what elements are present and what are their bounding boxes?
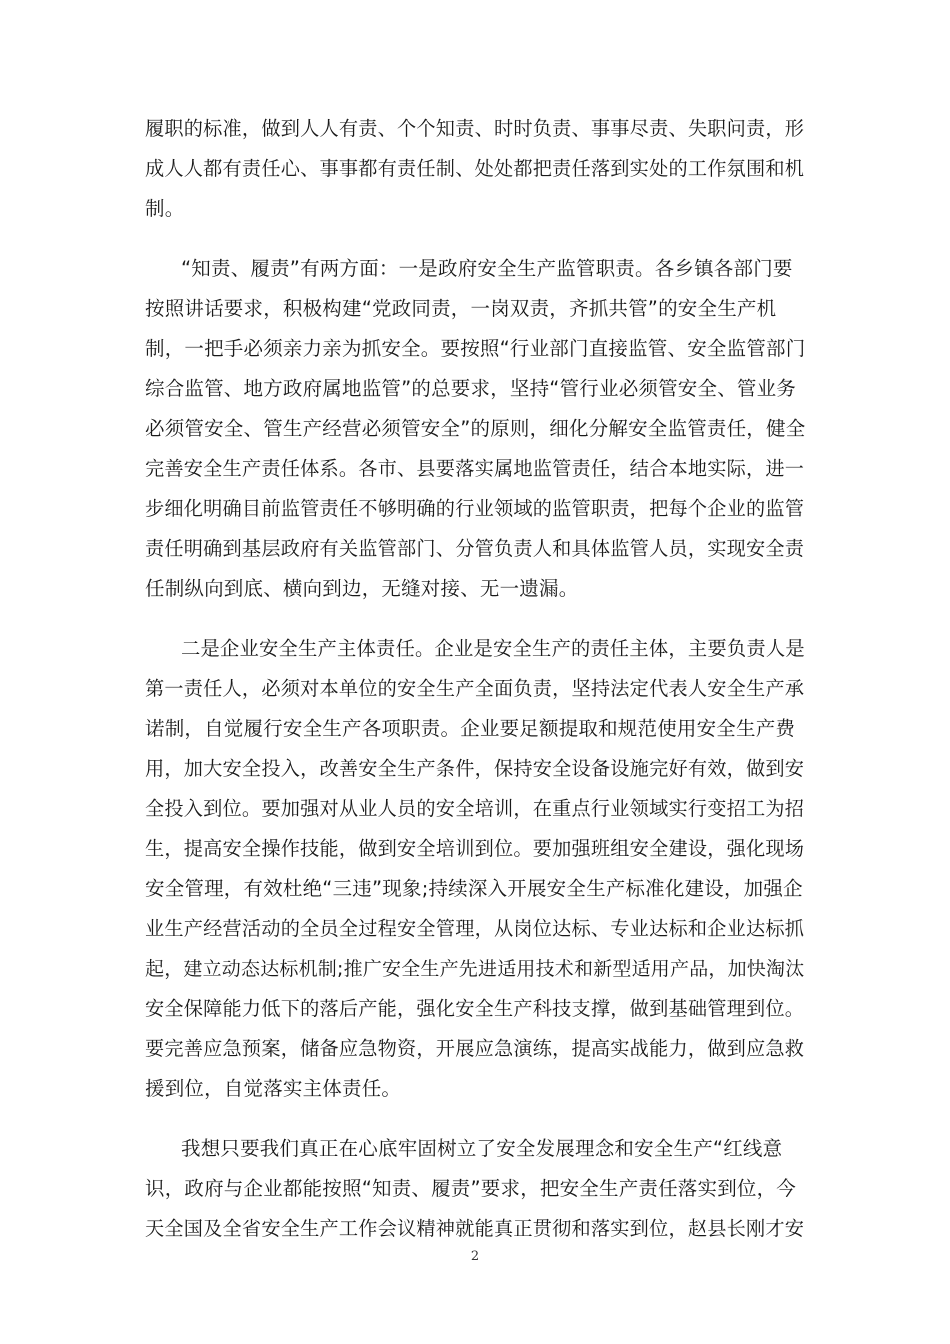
text-line: 责任明确到基层政府有关监管部门、分管负责人和具体监管人员，实现安全责 [145,537,805,560]
text-line: 制，一把手必须亲力亲为抓安全。要按照“行业部门直接监管、安全监管部门 [145,337,806,360]
text-line: 任制纵向到底、横向到边，无缝对接、无一遗漏。 [145,577,579,600]
text-line: 必须管安全、管生产经营必须管安全”的原则，细化分解安全监管责任，健全 [145,417,806,440]
text-line: 用，加大安全投入，改善安全生产条件，保持安全设备设施完好有效，做到安 [145,757,805,780]
text-line: 识，政府与企业都能按照“知责、履责”要求，把安全生产责任落实到位，今 [145,1177,797,1200]
text-line: 履职的标准，做到人人有责、个个知责、时时负责、事事尽责、失职问责，形 [145,117,805,140]
text-line: 制。 [145,197,185,220]
text-line: 援到位，自觉落实主体责任。 [145,1077,402,1100]
page-number: 2 [470,1249,480,1264]
text-line: 起，建立动态达标机制;推广安全生产先进适用技术和新型适用产品，加快淘汰 [145,958,805,980]
text-line: 安全保障能力低下的落后产能，强化安全生产科技支撑，做到基础管理到位。 [145,997,805,1020]
text-line: 要完善应急预案，储备应急物资，开展应急演练，提高实战能力，做到应急救 [145,1037,805,1060]
text-line: 我想只要我们真正在心底牢固树立了安全发展理念和安全生产“红线意 [181,1137,783,1160]
text-line: 天全国及全省安全生产工作会议精神就能真正贯彻和落实到位，赵县长刚才安 [145,1217,805,1240]
text-line: 成人人都有责任心、事事都有责任制、处处都把责任落到实处的工作氛围和机 [145,157,805,180]
text-line: “知责、履责”有两方面：一是政府安全生产监管职责。各乡镇各部门要 [181,257,793,280]
text-line: 完善安全生产责任体系。各市、县要落实属地监管责任，结合本地实际，进一 [145,457,805,480]
text-line: 诺制，自觉履行安全生产各项职责。企业要足额提取和规范使用安全生产费 [145,717,796,740]
text-line: 业生产经营活动的全员全过程安全管理，从岗位达标、专业达标和企业达标抓 [145,917,805,940]
text-line: 按照讲话要求，积极构建“党政同责，一岗双责，齐抓共管”的安全生产机 [145,297,777,320]
text-line: 二是企业安全生产主体责任。企业是安全生产的责任主体，主要负责人是 [181,637,805,660]
text-line: 步细化明确目前监管责任不够明确的行业领域的监管职责，把每个企业的监管 [145,497,805,520]
text-line: 综合监管、地方政府属地监管”的总要求，坚持“管行业必须管安全、管业务 [145,377,797,400]
text-line: 第一责任人，必须对本单位的安全生产全面负责，坚持法定代表人安全生产承 [145,677,805,700]
text-line: 全投入到位。要加强对从业人员的安全培训，在重点行业领域实行变招工为招 [145,797,805,820]
text-line: 安全管理，有效杜绝“三违”现象;持续深入开展安全生产标准化建设，加强企 [145,877,803,900]
text-line: 生，提高安全操作技能，做到安全培训到位。要加强班组安全建设，强化现场 [145,837,805,860]
